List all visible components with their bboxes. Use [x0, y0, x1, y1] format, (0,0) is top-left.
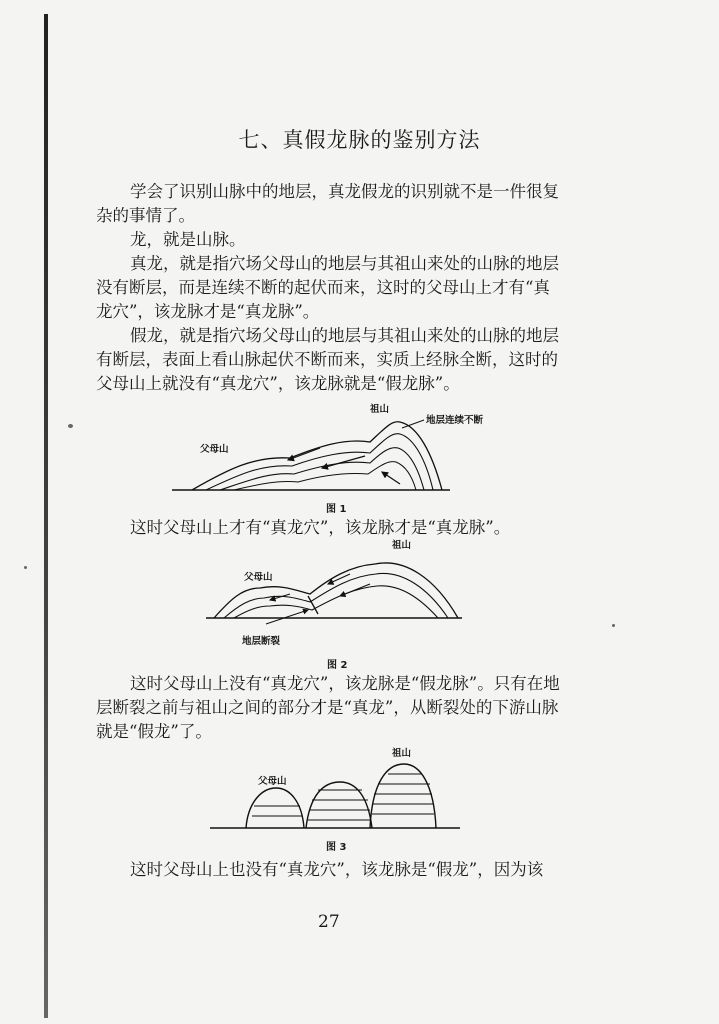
- fig2-parent-label: 父母山: [244, 572, 273, 583]
- fig3-parent-label: 父母山: [258, 776, 287, 787]
- page-number: 27: [318, 912, 340, 932]
- fig2-fault-label: 地层断裂: [242, 636, 281, 647]
- paragraph-after-fig3: 这时父母山上也没有“真龙穴”，该龙脉是“假龙”，因为该: [130, 860, 544, 879]
- fig1-ancestor-label: 祖山: [370, 404, 390, 415]
- paragraph-true-dragon: 真龙，就是指穴场父母山的地层与其祖山来处的山脉的地层没有断层，而是连续不断的起伏而来，这时的父母山上才有“真龙穴”，该龙脉才是“真龙脉”。: [96, 254, 559, 321]
- scan-speck: [68, 424, 73, 428]
- figure-1-caption: 图 1: [326, 504, 347, 515]
- scan-speck: [24, 566, 27, 569]
- paragraph-dragon: 龙，就是山脉。: [130, 230, 246, 249]
- fig1-continuous-label: 地层连续不断: [426, 415, 484, 426]
- paragraph-false-dragon: 假龙，就是指穴场父母山的地层与其祖山来处的山脉的地层有断层，表面上看山脉起伏不断而来，实质上经脉全断，这时的父母山上就没有“真龙穴”，该龙脉就是“假龙脉”。: [96, 326, 559, 393]
- fig3-ancestor-label: 祖山: [392, 748, 412, 759]
- fig2-ancestor-label: 祖山: [392, 540, 412, 551]
- figure-1-diagram: [170, 398, 530, 498]
- figure-3-diagram: [206, 744, 466, 836]
- scan-speck: [612, 624, 615, 627]
- paragraph-intro: 学会了识别山脉中的地层，真龙假龙的识别就不是一件很复杂的事情了。: [96, 182, 559, 225]
- figure-2-diagram: [200, 538, 480, 648]
- paragraph-after-fig2: 这时父母山上没有“真龙穴”，该龙脉是“假龙脉”。只有在地层断裂之前与祖山之间的部分才是“真龙”，从断裂处的下游山脉就是“假龙”了。: [96, 674, 560, 741]
- figure-2-caption: 图 2: [327, 660, 348, 671]
- page-binding-edge: [44, 14, 48, 1018]
- paragraph-after-fig1: 这时父母山上才有“真龙穴”，该龙脉才是“真龙脉”。: [130, 518, 511, 537]
- figure-3-caption: 图 3: [326, 842, 347, 853]
- section-title: 七、真假龙脉的鉴别方法: [238, 128, 481, 152]
- fig1-parent-label: 父母山: [200, 444, 229, 455]
